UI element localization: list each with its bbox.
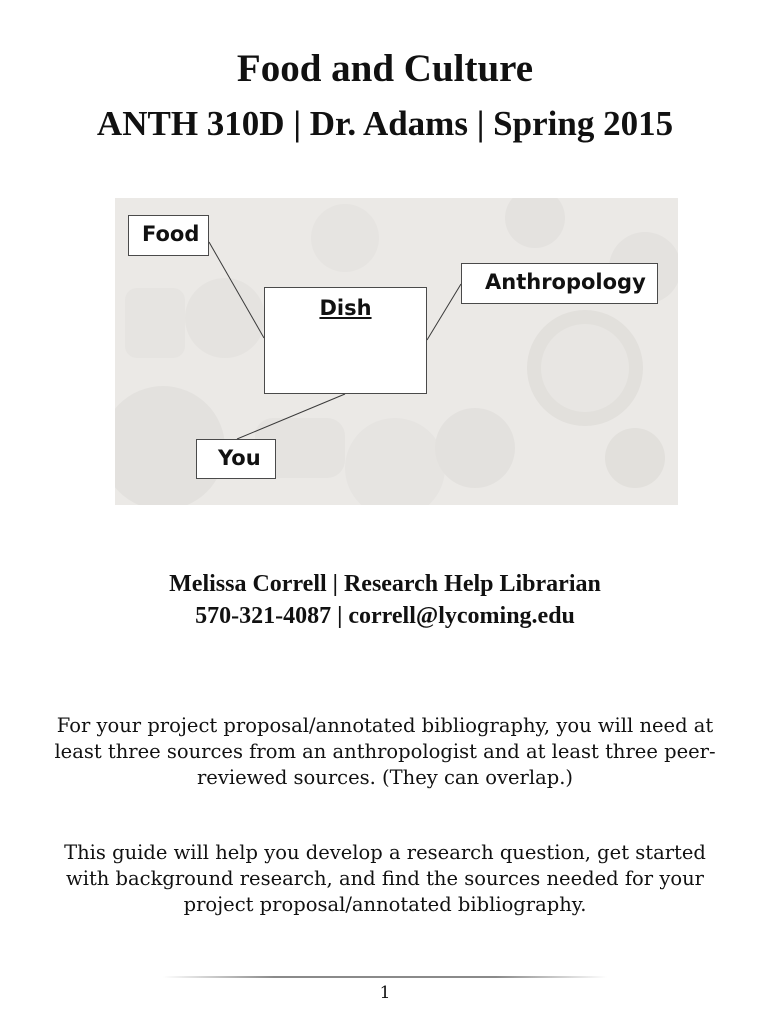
document-title: Food and Culture [236,47,534,90]
librarian-contact: 570-321-4087 | correll@lycoming.edu [195,603,575,629]
guide-intro-paragraph: This guide will help you develop a research question, get started with background research, and find the sources needed for your project proposal/annotated bibliography. [64,841,706,916]
you-box: You [196,439,276,479]
page-number: 1 [379,983,391,1003]
footer-divider [163,976,607,978]
librarian-name: Melissa Correll | Research Help Librarian [169,571,601,597]
food-box: Food [128,215,209,256]
course-subtitle: ANTH 310D | Dr. Adams | Spring 2015 [96,104,674,143]
requirements-paragraph: For your project proposal/annotated bibliography, you will need at least three sources from an anthropologist and at least three peer-reviewed sources. (They can overlap.) [54,714,716,789]
dish-box [264,287,427,394]
dish-label: Dish [319,296,372,320]
concept-diagram [115,198,678,505]
anthropology-box: Anthropology [461,263,658,304]
